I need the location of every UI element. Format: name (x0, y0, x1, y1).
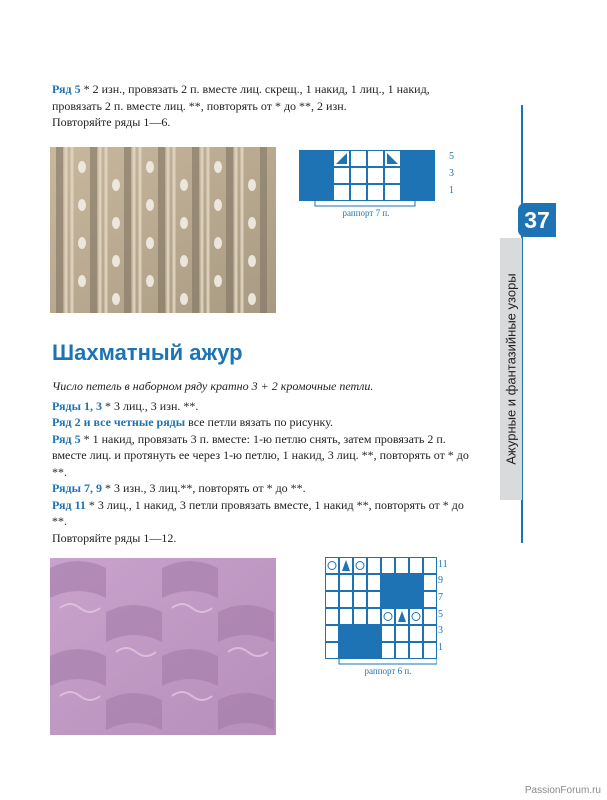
chart-cell-F (419, 185, 435, 201)
chart-cell-E (396, 558, 409, 574)
instruction-rows-7-9 (52, 480, 477, 497)
chart2-row-number: 11 (438, 559, 448, 570)
chart-cell-F (419, 168, 435, 184)
cast-on-note: Число петель в наборном ряду кратно 3 + 2 кромочные петли. (52, 379, 374, 393)
chart-cell-E (354, 609, 367, 625)
chart-cell-E (326, 575, 339, 591)
row5-paragraph (52, 81, 477, 114)
instruction-text: все петли вязать по рисунку. (185, 415, 334, 429)
chart1-row-number: 1 (449, 185, 454, 196)
chart-cell-F (382, 592, 395, 608)
section-title: Шахматный ажур (52, 340, 243, 365)
pink-knit-texture (50, 558, 276, 735)
chart-cell-E (424, 592, 437, 608)
chart-cell-F (382, 575, 395, 591)
knit-photo-beige (50, 147, 276, 313)
chart-cell-E (368, 558, 381, 574)
chart-cell-E (351, 168, 367, 184)
chart2-row-number: 3 (438, 625, 443, 636)
chart-cell-E (326, 643, 339, 659)
page-number: 37 (518, 203, 556, 237)
chart2-row-number: 7 (438, 592, 443, 603)
watermark: PassionForum.ru (524, 785, 601, 796)
chart2-row-number: 1 (438, 642, 443, 653)
chart-cell-E (326, 592, 339, 608)
chart-cell-E (424, 575, 437, 591)
chart-cell-F (354, 626, 367, 642)
chart-cell-F (419, 151, 435, 167)
beige-knit-texture (50, 147, 276, 313)
chart-cell-E (368, 151, 384, 167)
chart2-row-number: 9 (438, 575, 443, 586)
chart-cell-F (396, 592, 409, 608)
knit-chart-1 (299, 150, 435, 201)
instruction-label: Ряд 11 (52, 497, 86, 512)
instruction-text: * 3 лиц., 1 накид, 3 петли провязать вместе, 1 накид **, повторять от * до **. (52, 497, 464, 528)
chart-cell-F (340, 643, 353, 659)
chart-cell-E (424, 626, 437, 642)
instruction-text: * 3 изн., 3 лиц.**, повторять от * до **. (101, 481, 306, 495)
instruction-label: Ряд 5 (52, 431, 81, 446)
knit-photo-pink (50, 558, 276, 735)
chart-cell-O (326, 558, 339, 574)
chart2-rapport-label: раппорт 6 п. (364, 666, 412, 676)
chart1-row-number: 5 (449, 151, 454, 162)
chart-cell-F (396, 575, 409, 591)
repeat-rows-1-12: Повторяйте ряды 1—12. (52, 530, 177, 545)
row5-text: * 2 изн., провязать 2 п. вместе лиц. скрещ., 1 накид, 1 лиц., 1 накид, провязать 2 п. вместе лиц. **, повторять от * до **, 2 изн. (52, 82, 430, 113)
chart-cell-E (368, 185, 384, 201)
instruction-text: * 1 накид, провязать 3 п. вместе: 1-ю петлю снять, затем провязать 2 п. вместе лиц. и протянуть ее через 1-ю петлю, 1 накид, 3 лиц. **, повторять от * до **. (52, 431, 469, 479)
instruction-row-5 (52, 431, 477, 481)
instruction-label: Ряд 2 и все четные ряды (52, 415, 186, 429)
chart-cell-F (317, 185, 333, 201)
chart-cell-E (424, 643, 437, 659)
instruction-label: Ряды 1, 3 (52, 398, 102, 413)
chart-cell-F (410, 592, 423, 608)
chart1-rapport-label: раппорт 7 п. (342, 208, 390, 218)
chart-cell-E (382, 558, 395, 574)
chart-cell-E (351, 151, 367, 167)
chart-cell-E (424, 609, 437, 625)
chart-cell-F (410, 575, 423, 591)
chart2-row-number: 5 (438, 609, 443, 620)
chart-cell-T (396, 609, 409, 625)
row5-label: Ряд 5 (52, 82, 81, 96)
chart-cell-E (354, 592, 367, 608)
chart-cell-E (368, 592, 381, 608)
chart-cell-F (300, 151, 316, 167)
chart-cell-E (410, 643, 423, 659)
chart-cell-F (300, 168, 316, 184)
chart-cell-E (340, 592, 353, 608)
chart-cell-E (368, 575, 381, 591)
chart-cell-F (354, 643, 367, 659)
instruction-row-2 (52, 414, 477, 431)
chart-cell-E (351, 185, 367, 201)
pattern-instructions (52, 378, 477, 546)
chart-cell-E (326, 609, 339, 625)
chart-cell-E (334, 168, 350, 184)
chart-cell-F (340, 626, 353, 642)
chart-cell-E (424, 558, 437, 574)
instruction-rows-1-3 (52, 398, 477, 415)
repeat-rows-1-6: Повторяйте ряды 1—6. (52, 115, 171, 129)
chart-cell-F (402, 151, 418, 167)
chart-cell-TL (334, 151, 350, 167)
chart-cell-F (300, 185, 316, 201)
chart-cell-F (402, 185, 418, 201)
chart-cell-F (317, 168, 333, 184)
chart-cell-E (410, 558, 423, 574)
chart-cell-E (410, 626, 423, 642)
chart-cell-E (340, 575, 353, 591)
knit-chart-2 (325, 557, 437, 659)
instruction-text: * 3 лиц., 3 изн. **. (101, 398, 199, 413)
chart-cell-TR (385, 151, 401, 167)
chart-cell-F (402, 168, 418, 184)
chart-cell-E (334, 185, 350, 201)
chart-cell-E (396, 643, 409, 659)
chart-cell-T (340, 558, 353, 574)
chart-cell-E (385, 168, 401, 184)
chart-cell-E (385, 185, 401, 201)
chart-cell-E (368, 168, 384, 184)
chart-cell-E (354, 575, 367, 591)
instruction-label: Ряды 7, 9 (52, 481, 102, 495)
intro-text-block (52, 81, 477, 131)
chart-cell-E (382, 626, 395, 642)
chart-cell-O (354, 558, 367, 574)
chart-cell-F (368, 643, 381, 659)
chart-cell-E (368, 609, 381, 625)
instruction-row-11 (52, 497, 477, 530)
chart-cell-E (326, 626, 339, 642)
chart-cell-O (382, 609, 395, 625)
chart1-row-number: 3 (449, 168, 454, 179)
chart-cell-F (368, 626, 381, 642)
chart-cell-O (410, 609, 423, 625)
chart-cell-E (396, 626, 409, 642)
chart-cell-E (382, 643, 395, 659)
chart-cell-E (340, 609, 353, 625)
sidebar-chapter-label: Ажурные и фантазийные узоры (503, 273, 519, 465)
chart-cell-F (317, 151, 333, 167)
